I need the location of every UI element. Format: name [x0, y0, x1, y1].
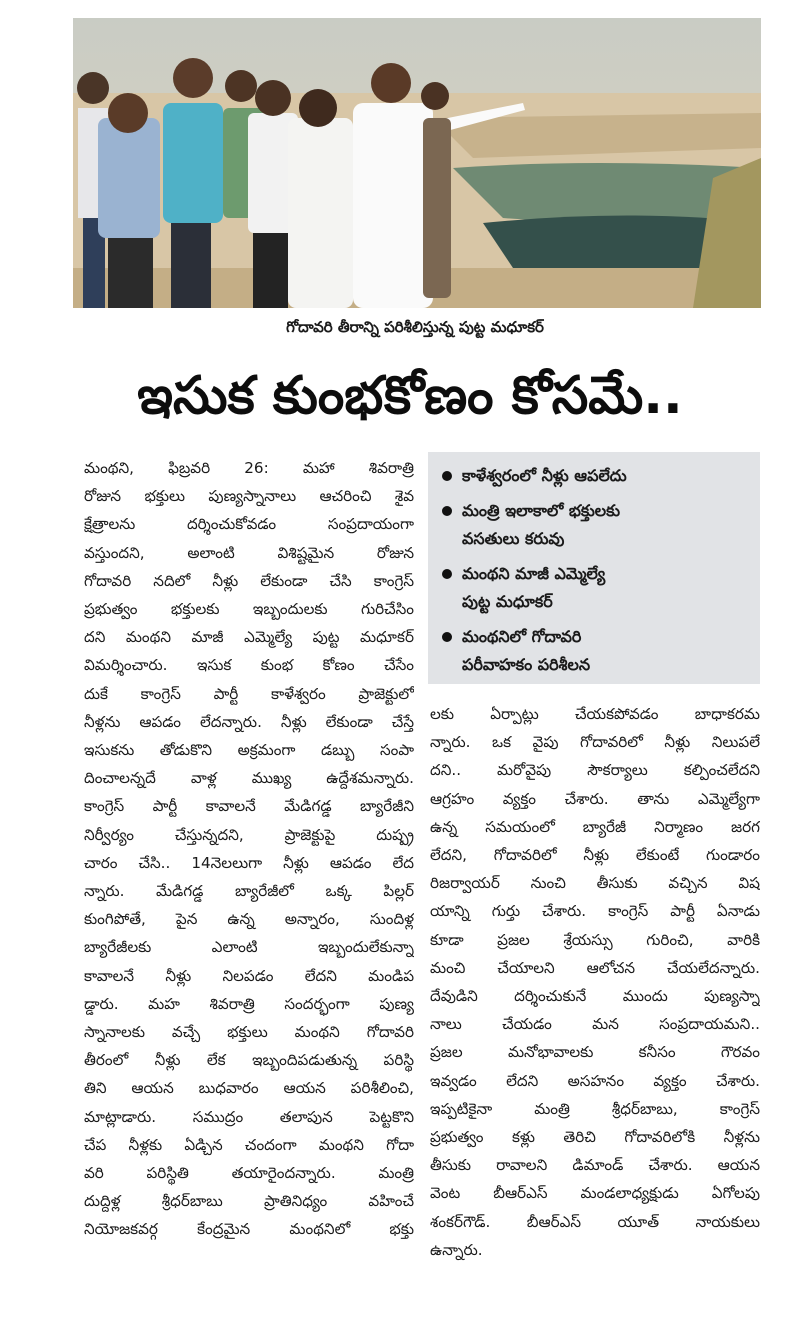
highlights-box — [428, 452, 760, 684]
text-line: తీసుకు రావాలని డిమాండ్ చేశారు. ఆయన — [430, 1156, 760, 1175]
text-line: న్నారు. మేడిగడ్డ బ్యారేజీలో ఒక్క పిల్లర్ — [84, 882, 414, 901]
text-line: ప్రభుత్వం కళ్లు తెరిచి గోదావరిలోకి నీళ్లను — [430, 1128, 760, 1147]
text-line: రిజర్వాయర్ నుంచి తీసుకు వచ్చిన విష — [430, 874, 760, 893]
text-line: మంచి చేయాలని ఆలోచన చేయలేదన్నారు. — [430, 958, 760, 977]
text-line: ప్రభుత్వం భక్తులకు ఇబ్బందులకు గురిచేసిం — [84, 600, 414, 619]
text-line: దేవుడిని దర్శించుకునే ముందు పుణ్యస్నా — [430, 987, 760, 1006]
photo-caption: గోదావరి తీరాన్ని పరిశీలిస్తున్న పుట్ట మధూకర్ — [286, 318, 544, 336]
text-line: రోజున భక్తులు పుణ్యస్నానాలు ఆచరించి శైవ — [84, 487, 414, 506]
highlight-item — [442, 497, 752, 553]
text-line: యాన్ని గుర్తు చేశారు. కాంగ్రెస్ పార్టీ ఏనాడు — [430, 902, 760, 921]
article-body-left-column — [84, 454, 414, 1244]
text-line: నాలు చేయడం మన సంప్రదాయమని.. — [430, 1015, 760, 1034]
text-line: విమర్శించారు. ఇసుక కుంభ కోణం చేసేం — [84, 656, 414, 675]
text-line: ఇవ్వడం లేదని అసహనం వ్యక్తం చేశారు. — [430, 1071, 760, 1090]
text-line: చారం చేసి.. 14నెలలుగా నీళ్లు ఆపడం లేద — [84, 853, 414, 872]
news-photo — [73, 18, 761, 308]
text-line: దుకే కాంగ్రెస్ పార్టీ కాళేశ్వరం ప్రాజెక్టులో — [84, 684, 414, 703]
text-line: ఉన్నారు. — [430, 1240, 483, 1259]
text-line: తిని ఆయన బుధవారం ఆయన పరిశీలించి, — [84, 1079, 414, 1098]
text-line: నియోజకవర్గ కేంద్రమైన మంథనిలో భక్తు — [84, 1220, 414, 1239]
highlight-text: మంథని మాజీ ఎమ్మెల్యే — [462, 564, 606, 583]
bullet-icon — [442, 569, 452, 579]
highlight-text: వసతులు కరువు — [462, 529, 565, 548]
bullet-icon — [442, 632, 452, 642]
text-line: ఆగ్రహం వ్యక్తం చేశారు. తాను ఎమ్మెల్యేగా — [430, 789, 760, 808]
text-line: బ్యారేజీలకు ఎలాంటి ఇబ్బందులేకున్నా — [84, 938, 414, 957]
text-line: ఇప్పటికైనా మంత్రి శ్రీధర్‌బాబు, కాంగ్రెస్ — [430, 1099, 760, 1118]
article-body-right-column — [430, 700, 760, 1264]
highlight-text: మంథనిలో గోదావరి — [462, 627, 582, 646]
text-line: కావాలనే నీళ్లు నిలపడం లేదని మండిప — [84, 966, 414, 985]
text-line: స్నానాలకు వచ్చే భక్తులు మంథని గోదావరి — [84, 1023, 414, 1042]
text-line: గోదావరి నదిలో నీళ్లు లేకుండా చేసి కాంగ్రెస్ — [84, 571, 414, 590]
bullet-icon — [442, 471, 452, 481]
text-line: ఇసుకను తోడుకొని అక్రమంగా డబ్బు సంపా — [84, 741, 414, 760]
text-line: దించాలన్నదే వాళ్ల ముఖ్య ఉద్దేశమన్నారు. — [84, 769, 414, 788]
text-line: కూడా ప్రజల శ్రేయస్సు గురించి, వారికి — [430, 930, 760, 949]
text-line: వరి పరిస్థితి తయారైందన్నారు. మంత్రి — [84, 1164, 414, 1183]
text-line: కుంగిపోతే, పైన ఉన్న అన్నారం, సుందిళ్ల — [84, 910, 414, 929]
highlight-text: పరీవాహకం పరిశీలన — [462, 655, 591, 674]
text-line: నీళ్లను ఆపడం లేదన్నారు. నీళ్లు లేకుండా చేస్తే — [84, 712, 414, 731]
highlight-item — [442, 623, 752, 679]
highlight-text: మంత్రి ఇలాకాలో భక్తులకు — [462, 501, 621, 520]
highlight-item — [442, 560, 752, 616]
photo-of-leaders-at-river-bank-icon — [73, 18, 761, 308]
text-line: మాట్లాడారు. సముద్రం తలాపున పెట్టకొని — [84, 1107, 414, 1126]
bullet-icon — [442, 506, 452, 516]
highlight-text: కాళేశ్వరంలో నీళ్లు ఆపలేదు — [462, 466, 627, 485]
text-line: చేప నీళ్లకు ఏడ్చిన చందంగా మంథని గోదా — [84, 1135, 414, 1154]
text-line: తీరంలో నీళ్లు లేక ఇబ్బందిపడుతున్న పరిస్థి — [84, 1051, 414, 1070]
text-line: వెంట బీఆర్ఎస్ మండలాధ్యక్షుడు ఏగోలపు — [430, 1184, 760, 1203]
highlight-item — [442, 462, 752, 490]
text-line: దని మంథని మాజీ ఎమ్మెల్యే పుట్ట మధూకర్ — [84, 628, 414, 647]
text-line: ప్రజల మనోభావాలకు కనీసం గౌరవం — [430, 1043, 760, 1062]
text-line: మంథని, ఫిబ్రవరి 26: మహా శివరాత్రి — [84, 459, 414, 477]
text-line: లకు ఏర్పాట్లు చేయకపోవడం బాధాకరమ — [430, 705, 760, 723]
text-line: లేదని, గోదావరిలో నీళ్లు లేకుంటే గుండారం — [430, 846, 760, 865]
text-line: వస్తుందని, అలాంటి విశిష్టమైన రోజున — [84, 543, 414, 562]
text-line: ఉన్న సమయంలో బ్యారేజీ నిర్మాణం జరగ — [430, 817, 760, 836]
highlight-text: పుట్ట మధూకర్ — [462, 592, 553, 611]
text-line: క్షేత్రాలను దర్శించుకోవడం సంప్రదాయంగా — [84, 515, 414, 534]
text-line: దుద్దిళ్ల శ్రీధర్‌బాబు ప్రాతినిధ్యం వహించే — [84, 1192, 414, 1211]
text-line: డ్డారు. మహ శివరాత్రి సందర్భంగా పుణ్య — [84, 994, 414, 1013]
text-line: కాంగ్రెస్ పార్టీ కావాలనే మేడిగడ్డ బ్యారేజీని — [84, 797, 414, 816]
text-line: శంకర్‌గౌడ్. బీఆర్ఎస్ యూత్ నాయకులు — [430, 1212, 760, 1231]
headline: ఇసుక కుంభకోణం కోసమే.. — [137, 366, 683, 426]
text-line: న్నారు. ఒక వైపు గోదావరిలో నీళ్లు నిలుపలే — [430, 733, 760, 752]
text-line: దని.. మరోవైపు సౌకర్యాలు కల్పించలేదని — [430, 761, 760, 780]
text-line: నిర్వీర్యం చేస్తున్నదని, ప్రాజెక్టుపై దుష్ప్ర — [84, 825, 414, 844]
